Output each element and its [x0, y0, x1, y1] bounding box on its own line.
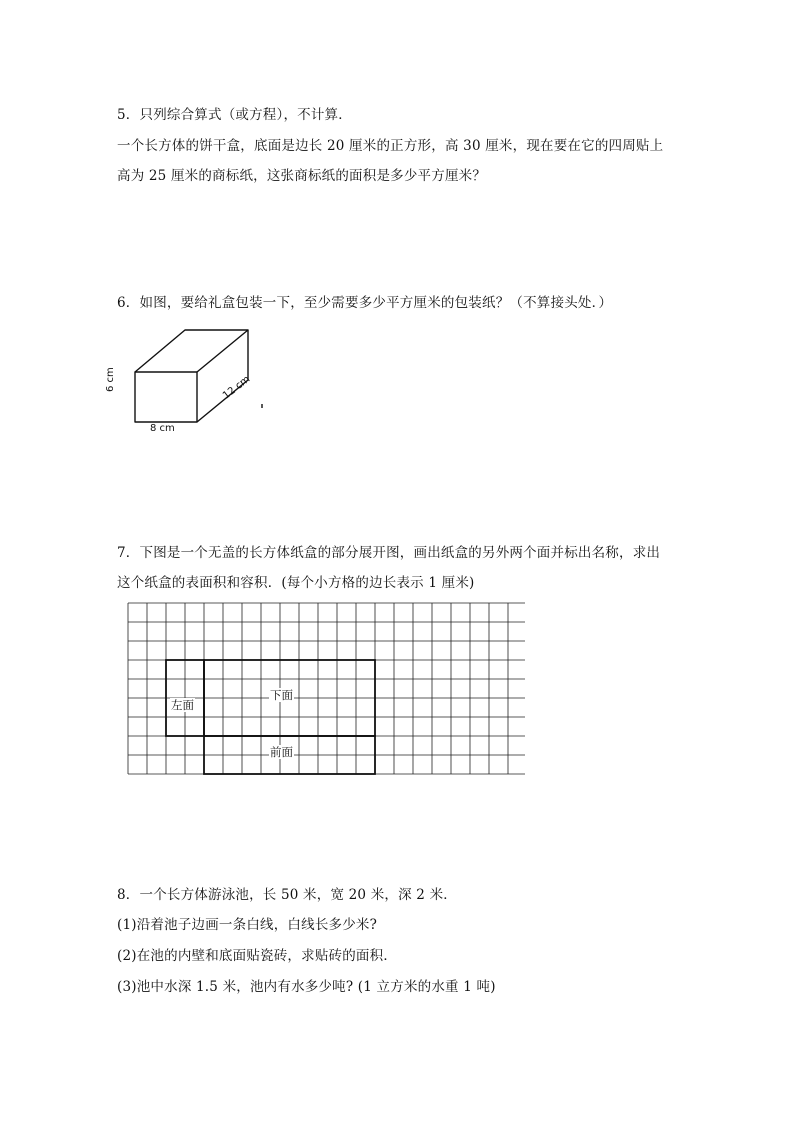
- q7-text-line2: 这个纸盒的表面积和容积．(每个小方格的边长表示 1 厘米): [117, 575, 475, 591]
- q8-sub1: (1)沿着池子边画一条白线，白线长多少米?: [117, 917, 378, 933]
- box-top-face: [135, 330, 248, 372]
- q7-text-line1: 7．下图是一个无盖的长方体纸盒的部分展开图，画出纸盒的另外两个面并标出名称，求出: [117, 545, 661, 561]
- q5-heading: 5．只列综合算式（或方程），不计算．: [117, 107, 352, 123]
- gift-box-figure: [110, 322, 280, 437]
- box-front-face: [135, 372, 197, 422]
- length-label: 8 cm: [150, 423, 175, 434]
- height-label: 6 cm: [105, 367, 116, 392]
- front-face-label: 前面: [270, 745, 293, 759]
- q8-sub2: (2)在池的内壁和底面贴瓷砖，求贴砖的面积．: [117, 948, 398, 964]
- depth-label: 12 cm: [221, 373, 253, 402]
- q8-heading: 8．一个长方体游泳池，长 50 米，宽 20 米，深 2 米．: [117, 887, 457, 903]
- q8-sub3: (3)池中水深 1.5 米，池内有水多少吨? (1 立方米的水重 1 吨): [117, 979, 496, 995]
- left-face-label: 左面: [171, 698, 194, 712]
- box-side-face: [197, 330, 248, 422]
- grid-lines: [127, 602, 525, 776]
- q5-text-line2: 高为 25 厘米的商标纸，这张商标纸的面积是多少平方厘米？: [117, 168, 487, 184]
- q6-heading: 6．如图，要给礼盒包装一下，至少需要多少平方厘米的包装纸？（不算接头处．）: [117, 295, 613, 311]
- grid-paper: [127, 602, 525, 780]
- q5-text-line1: 一个长方体的饼干盒，底面是边长 20 厘米的正方形，高 30 厘米，现在要在它的四周贴上: [117, 138, 664, 154]
- bottom-face-label: 下面: [270, 688, 293, 702]
